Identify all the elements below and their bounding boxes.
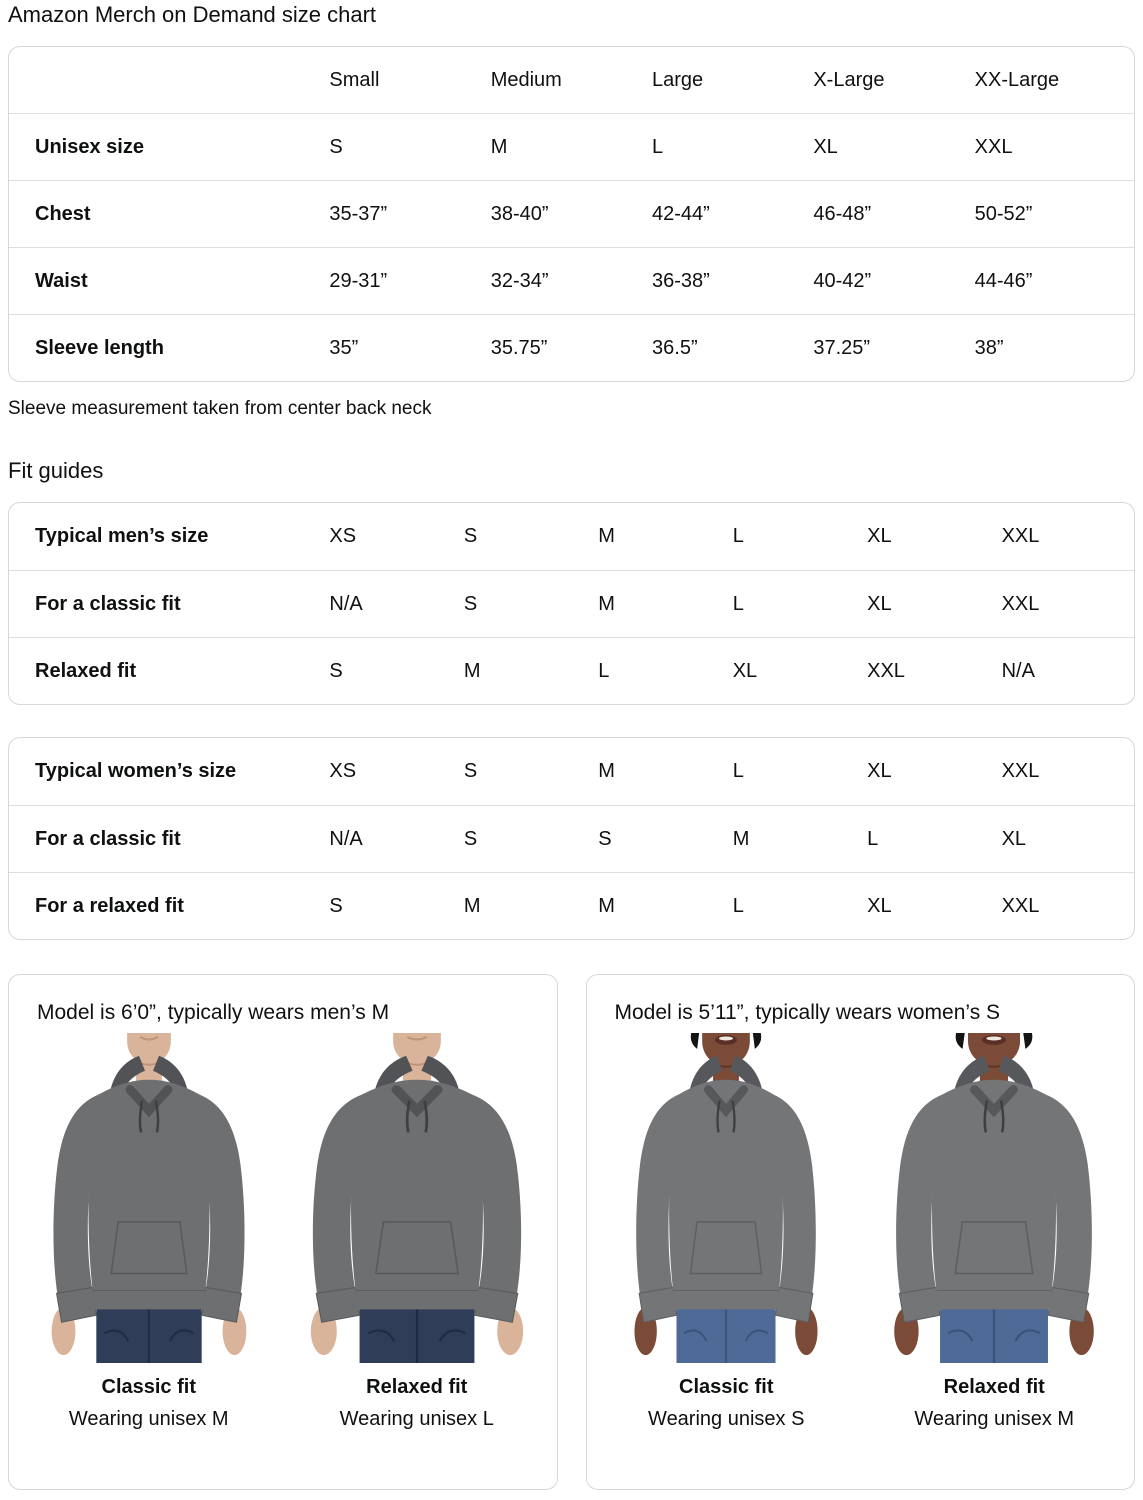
row-label: Relaxed fit [9, 637, 327, 704]
table-row-chest [9, 180, 1134, 247]
size-cell: S [327, 872, 461, 939]
size-cell: S [463, 760, 478, 782]
row-label: For a classic fit [9, 570, 327, 637]
size-cell: M [489, 113, 650, 180]
size-cell: 36-38” [650, 247, 811, 314]
header-cell-xlarge: X-Large [813, 68, 885, 91]
size-cell: XL [867, 525, 892, 547]
row-label: Chest [9, 180, 327, 247]
size-cell: L [596, 637, 730, 704]
row-label: Sleeve length [9, 314, 327, 381]
sleeve-measurement-note: Sleeve measurement taken from center back neck [8, 398, 432, 419]
mens-model-heading: Model is 6’0”, typically wears men’s M [37, 1001, 390, 1024]
wearing-label: Wearing unisex L [339, 1408, 494, 1430]
womens-fit-guide-wrap [8, 737, 1135, 940]
size-cell: M [462, 637, 596, 704]
fit-label: Classic fit [101, 1376, 196, 1398]
figure-womens-relaxed [878, 1033, 1110, 1431]
size-cell: XXL [1001, 525, 1040, 547]
mens-relaxed-model-illustration [302, 1033, 532, 1363]
mens-classic-model-illustration [34, 1033, 264, 1363]
mens-model-panel [8, 974, 558, 1490]
figure-mens-classic [33, 1033, 265, 1431]
size-cell: L [731, 872, 865, 939]
table-row-typical-mens-size [9, 503, 1134, 570]
womens-fit-guide-table [8, 737, 1135, 940]
size-cell: S [462, 570, 596, 637]
mens-figures [27, 1033, 539, 1431]
size-cell: S [462, 805, 596, 872]
size-cell: S [463, 525, 478, 547]
model-photo-mens-relaxed [302, 1033, 532, 1363]
table-row-sleeve-length [9, 314, 1134, 381]
size-chart-table [8, 46, 1135, 382]
figure-mens-relaxed [301, 1033, 533, 1431]
row-label: Waist [9, 247, 327, 314]
header-cell-xxlarge: XX-Large [974, 68, 1060, 91]
model-photo-womens-classic [611, 1033, 841, 1363]
size-cell: L [732, 760, 744, 782]
model-photo-mens-classic [34, 1033, 264, 1363]
size-cell: 44-46” [973, 247, 1134, 314]
size-cell: 35-37” [327, 180, 488, 247]
wearing-label: Wearing unisex M [68, 1408, 229, 1430]
size-cell: 29-31” [327, 247, 488, 314]
size-cell: M [731, 805, 865, 872]
size-cell: XL [731, 637, 865, 704]
wearing-label: Wearing unisex M [914, 1408, 1075, 1430]
size-cell: M [598, 525, 615, 547]
size-cell: 42-44” [650, 180, 811, 247]
size-cell: 35.75” [489, 314, 650, 381]
header-cell-large: Large [652, 68, 704, 91]
model-photo-womens-relaxed [879, 1033, 1109, 1363]
model-panels [8, 974, 1135, 1490]
size-cell: XL [867, 760, 892, 782]
fit-label: Classic fit [679, 1376, 774, 1398]
size-cell: S [327, 637, 461, 704]
size-cell: 32-34” [489, 247, 650, 314]
size-cell: L [865, 805, 999, 872]
size-cell: M [462, 872, 596, 939]
size-cell: L [650, 113, 811, 180]
womens-model-panel [586, 974, 1136, 1490]
table-row-unisex-size [9, 113, 1134, 180]
size-cell: S [596, 805, 730, 872]
size-cell: XL [865, 872, 999, 939]
row-label: Typical women’s size [35, 760, 237, 782]
size-cell: XXL [865, 637, 999, 704]
size-cell: N/A [327, 570, 461, 637]
wearing-label: Wearing unisex S [648, 1408, 805, 1430]
size-cell: 40-42” [811, 247, 972, 314]
size-chart-header-row [9, 47, 1134, 113]
row-label: For a classic fit [9, 805, 327, 872]
size-cell: XL [865, 570, 999, 637]
table-row-relaxed-fit [9, 637, 1134, 704]
womens-model-heading: Model is 5’11”, typically wears women’s S [614, 1001, 1001, 1024]
womens-figures [605, 1033, 1117, 1431]
size-cell: XL [1000, 805, 1134, 872]
size-cell: XXL [973, 113, 1134, 180]
size-cell: M [598, 760, 615, 782]
size-cell: XS [329, 760, 357, 782]
row-label: Typical men’s size [35, 525, 209, 547]
page-title: Amazon Merch on Demand size chart [8, 2, 377, 27]
figure-womens-classic [610, 1033, 842, 1431]
row-label: For a relaxed fit [9, 872, 327, 939]
mens-fit-guide-table [8, 502, 1135, 705]
womens-relaxed-model-illustration [879, 1033, 1109, 1363]
womens-classic-model-illustration [611, 1033, 841, 1363]
size-cell: XXL [1000, 872, 1134, 939]
size-cell: 36.5” [650, 314, 811, 381]
table-row-classic-fit [9, 805, 1134, 872]
size-cell: 37.25” [811, 314, 972, 381]
size-cell: M [596, 872, 730, 939]
fit-guides-heading: Fit guides [8, 458, 104, 483]
table-row-classic-fit [9, 570, 1134, 637]
mens-fit-guide-wrap [8, 502, 1135, 705]
table-row-waist [9, 247, 1134, 314]
size-cell: L [731, 570, 865, 637]
size-cell: XXL [1001, 760, 1040, 782]
fit-label: Relaxed fit [366, 1376, 468, 1398]
row-label: Unisex size [9, 113, 327, 180]
size-cell: 46-48” [811, 180, 972, 247]
size-cell: N/A [327, 805, 461, 872]
size-cell: 35” [327, 314, 488, 381]
header-cell-blank [9, 47, 327, 113]
table-row-typical-womens-size [9, 738, 1134, 805]
header-cell-small: Small [329, 68, 380, 91]
size-cell: L [732, 525, 744, 547]
fit-label: Relaxed fit [943, 1376, 1045, 1398]
table-row-relaxed-fit [9, 872, 1134, 939]
size-cell: XL [811, 113, 972, 180]
header-cell-medium: Medium [490, 68, 562, 91]
size-cell: 38” [973, 314, 1134, 381]
size-cell: 50-52” [973, 180, 1134, 247]
size-cell: XXL [1000, 570, 1134, 637]
size-cell: N/A [1000, 637, 1134, 704]
size-cell: 38-40” [489, 180, 650, 247]
size-cell: XS [329, 525, 357, 547]
size-cell: M [596, 570, 730, 637]
size-cell: S [327, 113, 488, 180]
